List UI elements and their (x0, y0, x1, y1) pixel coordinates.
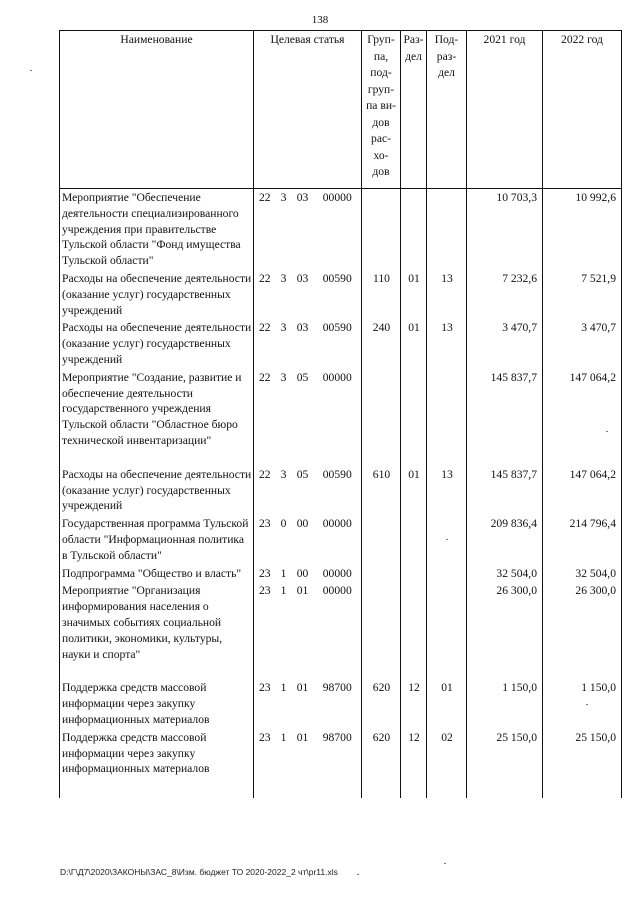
amount-2021: 145 837,7 (467, 466, 543, 515)
spacer-cell (60, 778, 254, 798)
spacer-cell (292, 450, 314, 466)
expense-group: 610 (362, 466, 401, 515)
amount-2022: 1 150,0 (543, 679, 622, 728)
section-code (401, 189, 427, 270)
section-code: 01 (401, 270, 427, 319)
amount-2022: 214 796,4 (543, 515, 622, 564)
page-number: 138 (311, 14, 329, 26)
spacer-cell (254, 778, 276, 798)
target-code-2: 3 (280, 321, 287, 335)
table-row (60, 565, 622, 583)
target-code-2: 3 (280, 271, 287, 285)
spacer-cell (314, 663, 362, 679)
target-code-3: 01 (296, 730, 309, 744)
spacer-cell (292, 663, 314, 679)
subsection-code (427, 369, 467, 450)
spacer-cell (427, 450, 467, 466)
amount-2021: 26 300,0 (467, 582, 543, 663)
target-code-2: 3 (280, 370, 287, 384)
target-code-2: 0 (280, 517, 287, 531)
spacer-cell (543, 450, 622, 466)
table-row (60, 729, 622, 778)
header-year-2022: 2022 год (543, 31, 622, 189)
amount-2022: 25 150,0 (543, 729, 622, 778)
subsection-code: 13 (427, 466, 467, 515)
target-code-4: 00590 (314, 466, 362, 515)
target-code-2: 3 (280, 191, 287, 204)
amount-2021: 32 504,0 (467, 565, 543, 583)
spacer-cell (276, 450, 292, 466)
row-name: Поддержка средств массовой информации через закупку информационных материалов (60, 679, 254, 728)
subsection-code (427, 189, 467, 270)
spacer-cell (427, 778, 467, 798)
spacer-cell (314, 778, 362, 798)
header-name: Наименование (60, 31, 254, 189)
amount-2022: 10 992,6 (543, 189, 622, 270)
row-name: Мероприятие "Обеспечение деятельности специализированного учреждения при правительстве Тульской области "Фонд имущества Тульской области" (60, 189, 254, 270)
spacer-cell (401, 450, 427, 466)
target-code-4: 00000 (314, 582, 362, 663)
row-name: Государственная программа Тульской области "Информационная политика в Тульской области" (60, 515, 254, 564)
spacer-cell (254, 663, 276, 679)
target-code-4: 00000 (314, 369, 362, 450)
target-code-3: 03 (296, 321, 309, 335)
expense-group: 620 (362, 679, 401, 728)
spacer-cell (427, 663, 467, 679)
expense-group (362, 369, 401, 450)
target-code-4: 00000 (314, 515, 362, 564)
target-code-3: 01 (296, 584, 309, 598)
spacer-cell (543, 778, 622, 798)
table-row (60, 515, 622, 564)
amount-2021: 7 232,6 (467, 270, 543, 319)
header-section: Раз- дел (401, 31, 427, 189)
amount-2022: 147 064,2 (543, 369, 622, 450)
footer-file-path: D:\Г\Д7\2020\ЗАКОНЫ\ЗАС_8\Изм. бюджет ТО 2020-2022_2 чт\pr11.xls (60, 867, 338, 877)
amount-2021: 25 150,0 (467, 729, 543, 778)
section-code (401, 369, 427, 450)
expense-group: 620 (362, 729, 401, 778)
table-row (60, 189, 622, 270)
table-row (60, 679, 622, 728)
spacer-cell (543, 663, 622, 679)
target-code-4: 00590 (314, 270, 362, 319)
target-code-2: 1 (280, 584, 287, 598)
amount-2021: 3 470,7 (467, 319, 543, 368)
table-row (60, 270, 622, 319)
table-row (60, 466, 622, 515)
section-code: 12 (401, 679, 427, 728)
table-row (60, 319, 622, 368)
target-code-3: 00 (296, 566, 309, 580)
target-code-3: 05 (296, 467, 309, 481)
spacer-cell (401, 663, 427, 679)
target-code-2: 1 (280, 681, 287, 695)
scan-speck (357, 874, 359, 875)
row-name: Расходы на обеспечение деятельности (оказание услуг) государственных учреждений (60, 319, 254, 368)
header-subsection: Под- раз- дел (427, 31, 467, 189)
table-row (60, 369, 622, 450)
row-name: Подпрограмма "Общество и власть" (60, 565, 254, 583)
expense-group (362, 515, 401, 564)
amount-2022: 26 300,0 (543, 582, 622, 663)
amount-2022: 3 470,7 (543, 319, 622, 368)
expense-group: 110 (362, 270, 401, 319)
amount-2022: 7 521,9 (543, 270, 622, 319)
target-code-1: 22 (254, 319, 276, 368)
row-name: Поддержка средств массовой информации через закупку информационных материалов (60, 729, 254, 778)
expense-group (362, 189, 401, 270)
spacer-cell (314, 450, 362, 466)
spacer-row (60, 778, 622, 798)
subsection-code: 13 (427, 319, 467, 368)
row-name: Мероприятие "Создание, развитие и обеспечение деятельности государственного учреждения Тульской области "Областное бюро технической инвентаризации" (60, 369, 254, 450)
subsection-code (427, 565, 467, 583)
scan-speck (446, 539, 448, 540)
header-expense-group: Груп- па, под- груп- па ви- дов рас- хо- дов (362, 31, 401, 189)
scan-speck (606, 431, 608, 432)
amount-2021: 209 836,4 (467, 515, 543, 564)
target-code-1: 23 (254, 729, 276, 778)
target-code-4: 00590 (314, 319, 362, 368)
table-row (60, 582, 622, 663)
spacer-cell (362, 663, 401, 679)
section-code (401, 565, 427, 583)
section-code (401, 515, 427, 564)
header-year-2021: 2021 год (467, 31, 543, 189)
row-name: Расходы на обеспечение деятельности (оказание услуг) государственных учреждений (60, 270, 254, 319)
target-code-1: 23 (254, 515, 276, 564)
spacer-cell (292, 778, 314, 798)
target-code-1: 22 (254, 189, 276, 270)
target-code-3: 03 (296, 191, 309, 204)
row-name: Мероприятие "Организация информирования населения о значимых событиях социальной политики, экономики, культуры, науки и спорта" (60, 582, 254, 663)
spacer-cell (467, 450, 543, 466)
section-code (401, 582, 427, 663)
spacer-cell (276, 663, 292, 679)
target-code-3: 05 (296, 370, 309, 384)
spacer-row (60, 450, 622, 466)
target-code-3: 01 (296, 681, 309, 695)
spacer-cell (401, 778, 427, 798)
subsection-code: 13 (427, 270, 467, 319)
amount-2021: 1 150,0 (467, 679, 543, 728)
header-row (60, 31, 622, 189)
spacer-cell (254, 450, 276, 466)
amount-2021: 10 703,3 (467, 189, 543, 270)
spacer-cell (467, 663, 543, 679)
target-code-1: 22 (254, 369, 276, 450)
expense-group: 240 (362, 319, 401, 368)
spacer-cell (467, 778, 543, 798)
spacer-cell (362, 450, 401, 466)
budget-table (59, 30, 622, 798)
header-target-article: Целевая статья (254, 31, 362, 189)
expense-group (362, 582, 401, 663)
spacer-cell (60, 450, 254, 466)
subsection-code: 01 (427, 679, 467, 728)
spacer-cell (276, 778, 292, 798)
target-code-1: 23 (254, 679, 276, 728)
scan-speck (444, 863, 446, 864)
spacer-cell (362, 778, 401, 798)
section-code: 12 (401, 729, 427, 778)
row-name: Расходы на обеспечение деятельности (оказание услуг) государственных учреждений (60, 466, 254, 515)
scan-speck (586, 704, 588, 705)
target-code-4: 98700 (314, 729, 362, 778)
target-code-4: 00000 (314, 189, 362, 270)
target-code-1: 22 (254, 270, 276, 319)
target-code-4: 00000 (314, 565, 362, 583)
target-code-2: 1 (280, 730, 287, 744)
section-code: 01 (401, 319, 427, 368)
target-code-2: 1 (280, 566, 287, 580)
spacer-cell (60, 663, 254, 679)
amount-2022: 147 064,2 (543, 466, 622, 515)
subsection-code: 02 (427, 729, 467, 778)
scan-speck (30, 70, 32, 71)
target-code-3: 03 (296, 271, 309, 285)
target-code-3: 00 (296, 517, 309, 531)
target-code-1: 22 (254, 466, 276, 515)
amount-2022: 32 504,0 (543, 565, 622, 583)
target-code-1: 23 (254, 582, 276, 663)
expense-group (362, 565, 401, 583)
amount-2021: 145 837,7 (467, 369, 543, 450)
spacer-row (60, 663, 622, 679)
target-code-1: 23 (254, 565, 276, 583)
section-code: 01 (401, 466, 427, 515)
subsection-code (427, 582, 467, 663)
target-code-4: 98700 (314, 679, 362, 728)
target-code-2: 3 (280, 467, 287, 481)
